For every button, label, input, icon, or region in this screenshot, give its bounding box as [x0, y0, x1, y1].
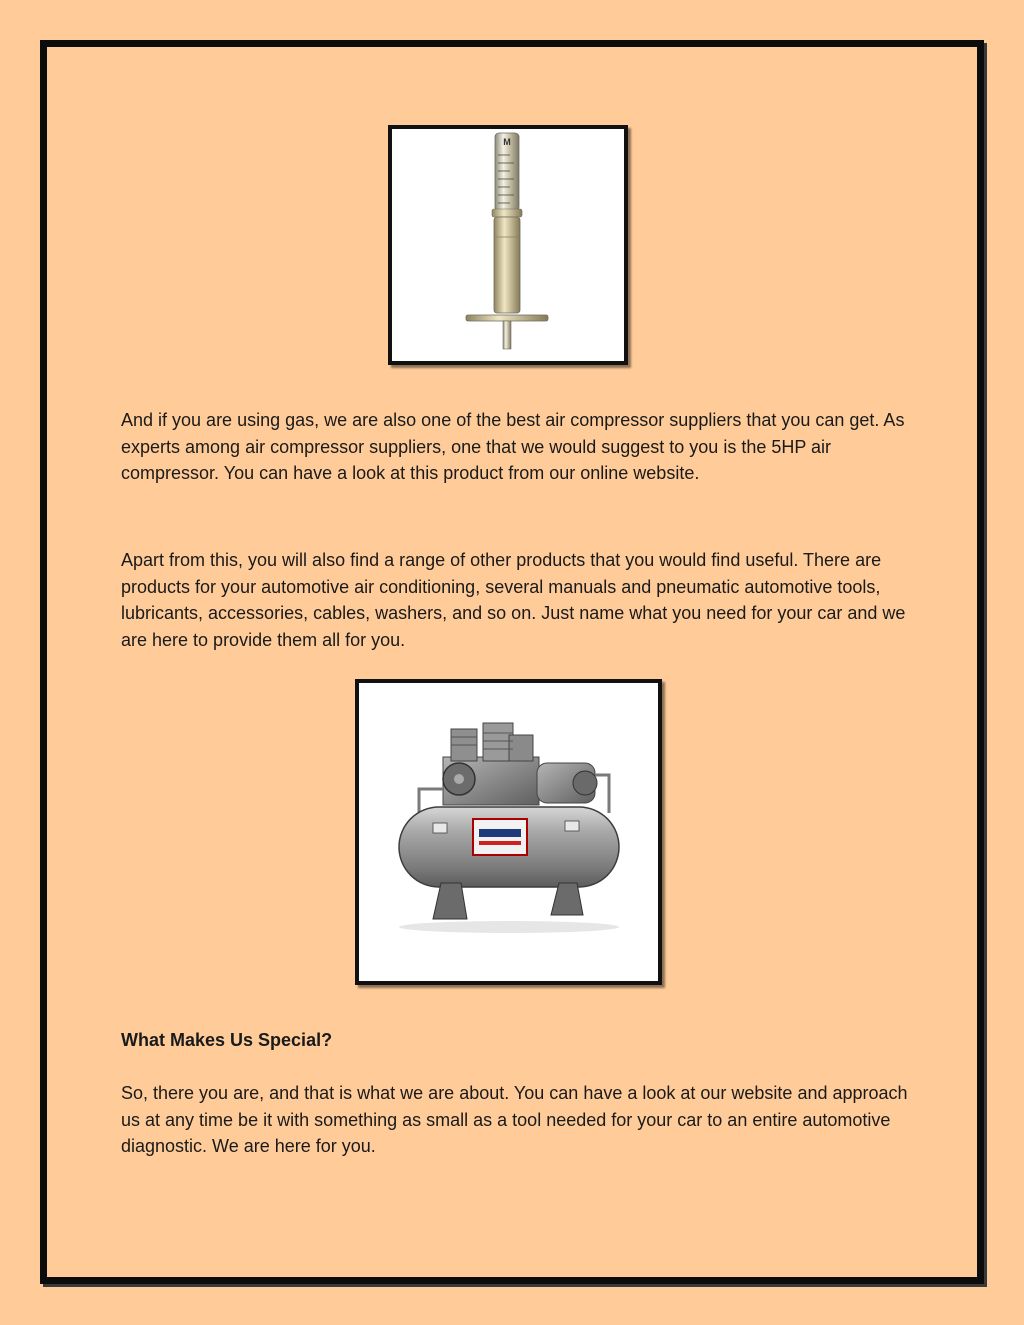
air-compressor-photo	[355, 679, 662, 985]
page-frame	[40, 40, 984, 1284]
air-compressor-icon	[359, 683, 658, 981]
tread-gauge-photo	[388, 125, 628, 365]
svg-text:M: M	[503, 137, 511, 147]
paragraph-air-compressor-suppliers: And if you are using gas, we are also one of the best air compressor suppliers that you can get. As experts among air compressor suppliers, one that we would suggest to you is the 5HP air compressor. You can have a look at this product from our online website.	[121, 410, 905, 483]
section-heading-what-makes-us-special: What Makes Us Special?	[121, 1030, 333, 1050]
tread-gauge-icon	[392, 129, 624, 361]
paragraph-product-range: Apart from this, you will also find a range of other products that you would find useful. There are products for your automotive air conditioning, several manuals and pneumatic automotive tools, lubricants, accessories, cables, washers, and so on. Just name what you need for your car and we are here to provide them all for you.	[121, 550, 906, 650]
paragraph-closing: So, there you are, and that is what we are about. You can have a look at our website and approach us at any time be it with something as small as a tool needed for your car to an entire automotive diagnostic. We are here for you.	[121, 1083, 908, 1156]
